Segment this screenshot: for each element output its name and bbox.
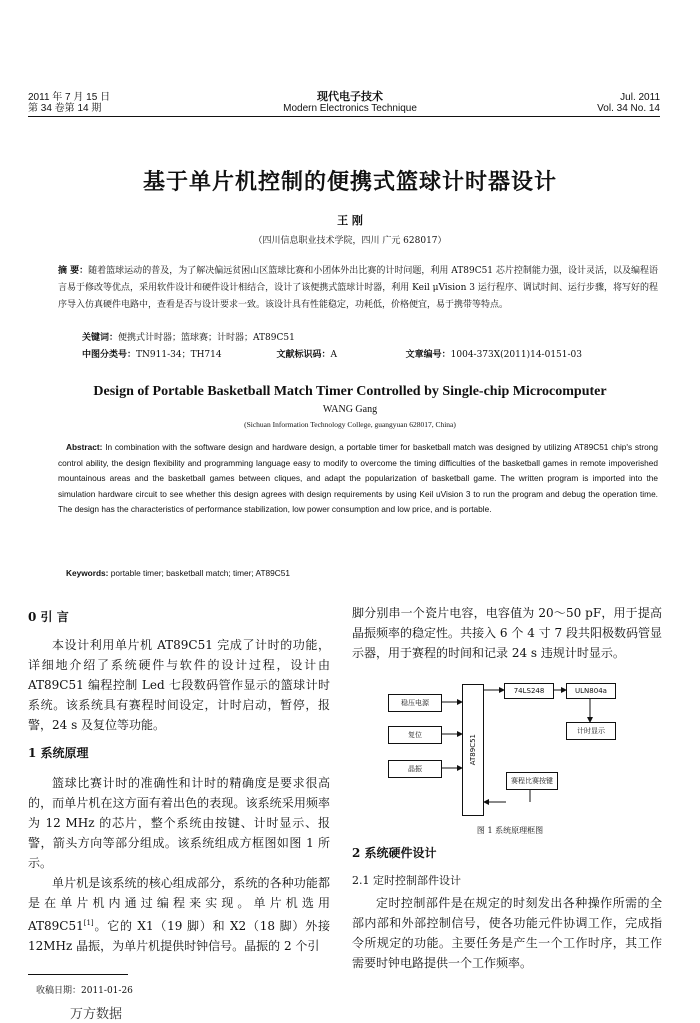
block-uln804a: ULN804a xyxy=(566,683,616,699)
header-journal-en: Modern Electronics Technique xyxy=(283,103,417,114)
received-date: 收稿日期：2011-01-26 xyxy=(36,986,133,996)
right-column-top xyxy=(352,603,662,663)
author-en: WANG Gang xyxy=(322,404,378,415)
keywords-cn xyxy=(82,330,295,343)
affiliation-cn: （四川信息职业技术学院，四川 广元 628017） xyxy=(253,236,447,246)
header-journal-cn: 现代电子技术 xyxy=(317,91,383,103)
keywords-en-text: portable timer; basketball match; timer; AT89C51 xyxy=(110,568,290,578)
abstract-cn-text: 随着篮球运动的普及，为了解决偏远贫困山区篮球比赛和小团体外出比赛的计时问题，利用 AT89C51 芯片控制能力强，设计灵活，以及编程语言易于修改等优点，采用软件设计和硬件设计相结合，设计了该便携式篮球计时器，利用 Keil μVision 3 运行程序、调试时间、运行步骤，将写好的程序导入仿真硬件电路中，查看是否与设计要求一致。该设计具有性能稳定，功耗低，价格便宜，易于携带等特点。 xyxy=(58,266,658,310)
article-no-value: 1004-373X(2011)14-0151-03 xyxy=(450,350,582,360)
header-rule xyxy=(28,116,660,117)
clc-value: TN911-34；TH714 xyxy=(136,350,222,360)
header-date: 2011 年 7 月 15 日 xyxy=(28,92,111,103)
block-mcu-label: AT89C51 xyxy=(469,734,477,766)
right-column-bottom xyxy=(352,843,662,973)
right-paragraph-1: 脚分别串一个瓷片电容，电容值为 20～50 pF，用于提高晶振频率的稳定性。共接入 6 个 4 寸 7 段共阳极数码管显示器，用于赛程的时间和记录 24 s 违规计时显示。 xyxy=(352,606,662,660)
keywords-cn-text: 便携式计时器；篮球赛；计时器；AT89C51 xyxy=(118,333,295,343)
author-cn: 王 刚 xyxy=(337,214,363,227)
block-display: 计时显示 xyxy=(566,722,616,740)
affiliation-en: (Sichuan Information Technology College, guangyuan 628017, China) xyxy=(244,420,456,429)
abstract-cn xyxy=(58,263,658,314)
block-power-supply: 稳压电源 xyxy=(388,694,442,712)
footnote-rule xyxy=(28,974,128,975)
section-2-1-title: 2.1 定时控制部件设计 xyxy=(352,874,461,887)
section-0-title: 0 引 言 xyxy=(28,610,69,624)
header-volume-en: Vol. 34 No. 14 xyxy=(597,103,660,114)
watermark-text: 万方数据 xyxy=(70,1007,123,1022)
section-1-paragraph-2b: 。它的 X1（19 脚）和 X2（18 脚）外接 12MHz 晶振，为单片机提供时钟信号。晶振的 2 个引 xyxy=(28,919,330,953)
citation-1: [1] xyxy=(83,919,94,927)
header-date-en: Jul. 2011 xyxy=(620,92,660,103)
section-2-title: 2 系统硬件设计 xyxy=(352,846,437,860)
header-volume-cn: 第 34 卷第 14 期 xyxy=(28,103,102,114)
paper-title-en: Design of Portable Basketball Match Timer Controlled by Single-chip Microcomputer xyxy=(93,384,607,399)
section-2-1-paragraph: 定时控制部件是在规定的时刻发出各种操作所需的全部内部和外部控制信号，使各功能元件协调工作，完成指令所规定的功能。主要任务是产生一个工作时序，其工作需要时钟电路提供一个工作频率。 xyxy=(352,896,662,970)
section-0-paragraph: 本设计利用单片机 AT89C51 完成了计时的功能，详细地介绍了系统硬件与软件的设计过程，设计由 AT89C51 编程控制 Led 七段数码管作显示的篮球计时系统。该系统具有赛程时间设定，计时启动，暂停，报警，24 s 及复位等功能。 xyxy=(28,638,330,732)
doc-code-value: A xyxy=(330,350,338,360)
article-no-label: 文章编号： xyxy=(405,350,451,360)
left-column xyxy=(28,607,330,956)
abstract-en xyxy=(58,440,658,518)
block-reset: 复位 xyxy=(388,726,442,744)
section-1-paragraph-2a: 单片机是该系统的核心组成部分，系统的各种功能都是在单片机内通过编程来实现。单片机选用 AT89C51 xyxy=(28,876,330,933)
classification-line xyxy=(82,347,582,360)
figure-1-caption: 图 1 系统原理框图 xyxy=(476,826,544,835)
block-crystal: 晶振 xyxy=(388,760,442,778)
abstract-cn-label: 摘 要： xyxy=(58,266,89,276)
paper-title-cn: 基于单片机控制的便携式篮球计时器设计 xyxy=(142,169,557,195)
block-match-keys: 赛程比赛按键 xyxy=(506,772,558,790)
doc-code-label: 文献标识码： xyxy=(276,350,331,360)
block-74ls248: 74LS248 xyxy=(504,683,554,699)
clc-label: 中图分类号： xyxy=(82,350,137,360)
keywords-en xyxy=(66,568,290,578)
keywords-en-label: Keywords: xyxy=(66,568,109,578)
section-1-paragraph-1: 篮球比赛计时的准确性和计时的精确度是要求很高的，而单片机在这方面有着出色的表现。该系统采用频率为 12 MHz 的芯片，整个系统由按键、计时显示、报警，箭头方向等部分组成。该系统组成方框图如图 1 所示。 xyxy=(28,776,330,870)
section-1-paragraph-2 xyxy=(28,873,330,956)
abstract-en-label: Abstract: xyxy=(66,442,103,452)
keywords-cn-label: 关键词： xyxy=(82,333,119,343)
section-1-title: 1 系统原理 xyxy=(28,746,89,760)
abstract-en-text: In combination with the software design and hardware design, a portable timer for basketball match was designed by utilizing AT89C51 chip's strong control ability, the design flexibility and programming language easy to modify to overcome the timing difficulties of the basketball games in remote impoverished mountainous areas and the basketball games between cliques, and adapt the popularization of basketball game. The written program is imported into the simulation hardware circuit to see whether this design agrees with design requirements by using Keil uVision 3 to run the program and debug the operation time. The design has the characteristics of performance stabilization, low power consumption and low price, and is portable. xyxy=(58,442,658,514)
block-mcu xyxy=(462,684,484,816)
